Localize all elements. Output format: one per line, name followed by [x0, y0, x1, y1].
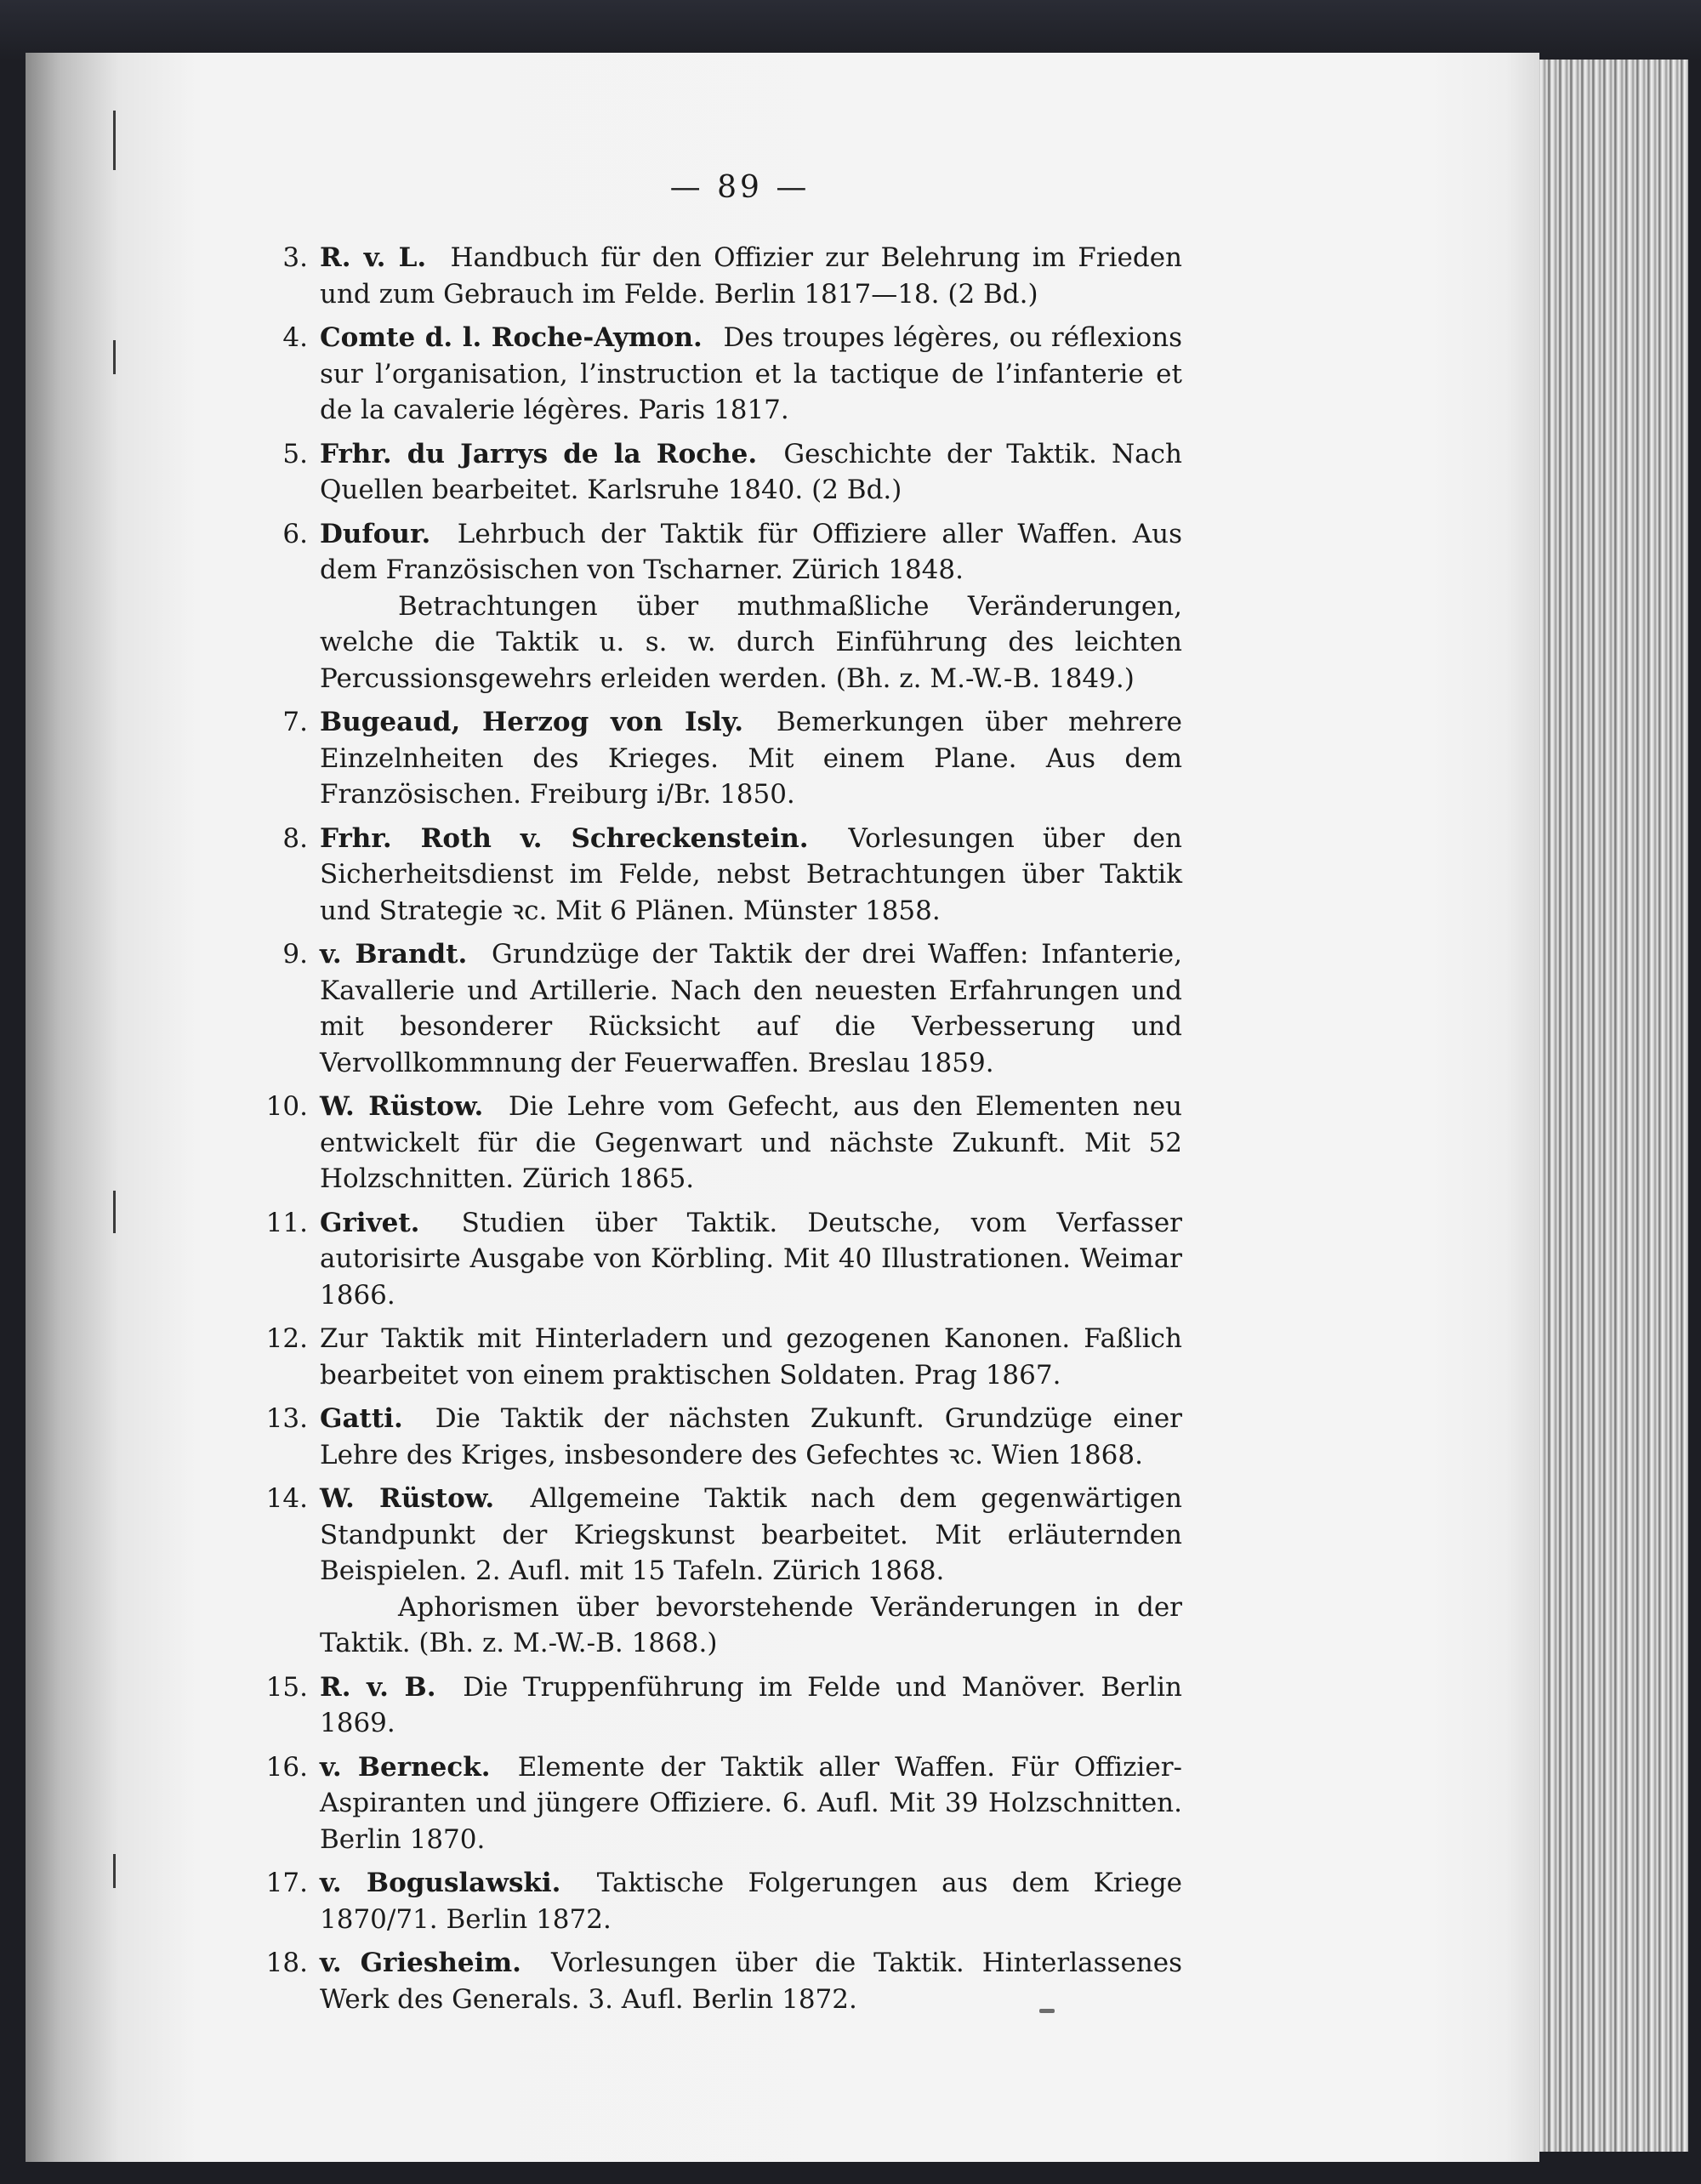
entry-text: Die Lehre vom Gefecht, aus den Elementen neu entwickelt für die Gegenwart und nächste Zukunft. Mit 52 Holzschnitten. Zürich 1865. [320, 1091, 1183, 1194]
entry-author: Bugeaud, Herzog von Isly. [320, 707, 743, 737]
entry-number: 4. [282, 322, 308, 353]
bibliography-entry [247, 436, 1182, 509]
bibliography-entry [247, 1865, 1182, 1937]
entry-number: 18. [265, 1948, 308, 1978]
bibliography-entry [247, 1945, 1182, 2017]
entry-author: v. Berneck. [320, 1751, 491, 1783]
entry-author: R. v. L. [320, 242, 427, 273]
entry-number: 6. [282, 518, 308, 549]
bibliography-entry [247, 936, 1182, 1081]
entry-text: Grundzüge der Taktik der drei Waffen: Infanterie, Kavallerie und Artillerie. Nach den neuesten Erfahrungen und mit besonderer Rücksicht auf die Verbesserung und Vervollkommnung der Feuerwaffen. Breslau 1859. [320, 939, 1182, 1078]
bibliography-entry [247, 1401, 1182, 1473]
entry-number: 11. [265, 1207, 308, 1238]
entry-author: Gatti. [320, 1403, 403, 1434]
entry-author: Comte d. l. Roche-Aymon. [320, 322, 703, 353]
entry-text: Des troupes légères, ou réflexions sur l’organisation, l’instruction et la tactique de l’infanterie et de la cavalerie légères. Paris 1817. [320, 322, 1182, 425]
entry-text: Taktische Folgerungen aus dem Kriege 1870/71. Berlin 1872. [320, 1868, 1183, 1935]
entry-number: 16. [265, 1751, 308, 1783]
entry-note: Aphorismen über bevorstehende Veränderungen in der Taktik. (Bh. z. M.-W.-B. 1868.) [320, 1591, 1182, 1658]
entry-author: v. Brandt. [320, 939, 468, 970]
entry-text: Vorlesungen über die Taktik. Hinterlassenes Werk des Generals. 3. Aufl. Berlin 1872. [320, 1948, 1183, 2015]
entry-number: 3. [282, 242, 308, 273]
bibliography-list [247, 240, 1182, 2025]
entry-number: 10. [265, 1091, 308, 1122]
bibliography-entry [247, 1749, 1182, 1858]
entry-text: Die Taktik der nächsten Zukunft. Grundzüge einer Lehre des Kriges, insbesondere des Gefechtes ꝛc. Wien 1868. [320, 1403, 1182, 1470]
entry-author: W. Rüstow. [320, 1483, 495, 1514]
entry-text: Vorlesungen über den Sicherheitsdienst im Felde, nebst Betrachtungen über Taktik und Strategie ꝛc. Mit 6 Plänen. Münster 1858. [320, 822, 1182, 926]
entry-text: Handbuch für den Offizier zur Belehrung im Frieden und zum Gebrauch im Felde. Berlin 1817—18. (2 Bd.) [320, 242, 1183, 310]
entry-number: 8. [282, 822, 308, 854]
entry-author: R. v. B. [320, 1671, 436, 1703]
entry-author: Dufour. [320, 518, 431, 549]
entry-text: Geschichte der Taktik. Nach Quellen bearbeitet. Karlsruhe 1840. (2 Bd.) [320, 438, 1182, 505]
bibliography-entry [247, 320, 1182, 429]
bibliography-entry [247, 1321, 1182, 1393]
entry-number: 7. [282, 707, 308, 737]
entry-number: 9. [282, 939, 308, 970]
entry-number: 17. [265, 1868, 308, 1898]
entry-number: 5. [282, 438, 308, 469]
entry-text: Elemente der Taktik aller Waffen. Für Offizier-Aspiranten und jüngere Offiziere. 6. Aufl. Mit 39 Holzschnitten. Berlin 1870. [320, 1751, 1182, 1855]
entry-author: v. Griesheim. [320, 1948, 521, 1978]
bibliography-entry [247, 516, 1182, 697]
entry-number: 14. [265, 1483, 308, 1514]
bibliography-entry [247, 821, 1182, 930]
entry-author: v. Boguslawski. [320, 1868, 561, 1898]
entry-text: Lehrbuch der Taktik für Offiziere aller Waffen. Aus dem Französischen von Tscharner. Zürich 1848. [320, 518, 1182, 585]
entry-number: 13. [265, 1403, 308, 1434]
entry-text: Bemerkungen über mehrere Einzelnheiten des Krieges. Mit einem Plane. Aus dem Französischen. Freiburg i/Br. 1850. [320, 707, 1182, 810]
entry-author: W. Rüstow. [320, 1091, 484, 1122]
bibliography-entry [247, 704, 1182, 813]
bibliography-entry [247, 240, 1182, 312]
entry-number: 12. [265, 1323, 308, 1354]
entry-text: Zur Taktik mit Hinterladern und gezogenen Kanonen. Faßlich bearbeitet von einem praktischen Soldaten. Prag 1867. [320, 1323, 1182, 1391]
entry-author: Grivet. [320, 1207, 420, 1238]
bibliography-entry [247, 1481, 1182, 1662]
entry-text: Die Truppenführung im Felde und Manöver. Berlin 1869. [320, 1671, 1182, 1738]
entry-note: Betrachtungen über muthmaßliche Veränderungen, welche die Taktik u. s. w. durch Einführung des leichten Percussionsgewehrs erleiden werden. (Bh. z. M.-W.-B. 1849.) [320, 590, 1182, 694]
page-number: — 89 — [669, 170, 811, 205]
entry-author: Frhr. du Jarrys de la Roche. [320, 438, 758, 469]
entry-text: Allgemeine Taktik nach dem gegenwärtigen Standpunkt der Kriegskunst bearbeitet. Mit erläuternden Beispielen. 2. Aufl. mit 15 Tafeln. Zürich 1868. [320, 1483, 1182, 1586]
bibliography-entry [247, 1089, 1182, 1197]
bibliography-entry [247, 1669, 1182, 1742]
entry-text: Studien über Taktik. Deutsche, vom Verfasser autorisirte Ausgabe von Körbling. Mit 40 Illustrationen. Weimar 1866. [320, 1207, 1182, 1311]
bibliography-entry [247, 1205, 1182, 1314]
entry-number: 15. [265, 1671, 308, 1703]
entry-author: Frhr. Roth v. Schreckenstein. [320, 822, 809, 854]
